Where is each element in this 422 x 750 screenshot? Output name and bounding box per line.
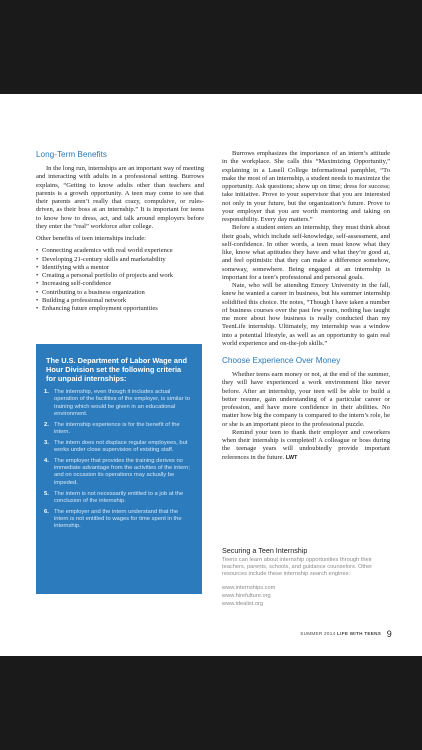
nate-paragraph: Nate, who will be attending Emory University in the fall, knew he wanted a career in business, but his summer internship solidified this choice. He notes, “Though I have taken a number of business courses over the past few years, nothing has taught me more about how business is really conducted than my TeenLife internship. Ultimately, my internship was a window into a potential lifestyle, as well as an opportunity to gain real world experience and on-the-job skills.” [222, 282, 390, 347]
left-column [36, 150, 204, 314]
securing-internship-box [222, 546, 390, 608]
list-item: 3. The intern does not displace regular employees, but works under close supervision of existing staff. [44, 439, 188, 454]
other-benefits-intro: Other benefits of teen internships include: [36, 235, 146, 242]
list-item: • Developing 21-century skills and marketability [36, 255, 166, 263]
long-term-benefits-paragraph: In the long run, internships are an important way of meeting and interacting with adults in a professional setting. Burrows explains, “Getting to know adults other than teachers and parents is a growth opportunity. A teen may come to see that their parents aren’t really that crazy, compulsive, or rules-driven, as their boss at an internship.” It is important for teens to know how to dress, act, and talk around employers before they enter the “real” workforce after college. [36, 165, 204, 230]
right-column [222, 150, 390, 462]
list-item: • Increasing self-confidence [36, 280, 112, 288]
securing-text: Teens can learn about internship opportunities through their teachers, parents, schools, and guidance counselors. Other resources include these internship search engines: [222, 557, 373, 578]
thank-employer-paragraph: Remind your teen to thank their employer and coworkers when their internship is completed! A colleague or boss during the teenage years will undoubtedly provide important references in the future. LWT [222, 428, 390, 461]
choose-experience-heading: Choose Experience Over Money [222, 356, 341, 365]
issue-label: SUMMER 2014 [300, 631, 336, 636]
list-item: 5. The intern is not necessarily entitled to a job at the conclusion of the internship. [44, 490, 184, 504]
link-idealist[interactable]: www.idealist.org [222, 601, 264, 608]
maximizing-opportunity-paragraph: Burrows emphasizes the importance of an intern’s attitude in the workplace. She calls this “Maximizing Opportunity,” explaining in a Lasell College informational pamphlet, “To make the most of an internship, a student needs to maximize the opportunity. Ask questions; show up on time; dress for success; take initiative. Prove to your supervisor that you are interested not only in your future, but the organization’s future. Prove to your employer that you are worth mentoring and taking on responsibility. Every day matters.” [222, 150, 390, 223]
list-item: • Identifying with a mentor [36, 263, 110, 271]
list-item: 6. The employer and the intern understand that the intern is not entitled to wages for time spent in the internship. [44, 508, 182, 530]
experience-paragraph: Whether teens earn money or not, at the end of the summer, they will have experienced a work environment like never before. After an internship, your teen will be able to build a better resume, gain understanding of a particular career or profession, and have more confidence in their abilities. No matter how big the company is compared to the intern’s role, he or she is an important piece to the professional puzzle. [222, 371, 390, 428]
long-term-benefits-heading: Long-Term Benefits [36, 150, 107, 159]
link-hirefulture[interactable]: www.hirefulture.org [222, 593, 271, 600]
end-mark: LWT [285, 454, 298, 461]
list-item: • Creating a personal portfolio of projects and work [36, 272, 174, 280]
resource-links [222, 584, 390, 608]
benefits-list [36, 247, 204, 313]
list-item: • Contributing to a business organization [36, 288, 145, 296]
sidebar-title: The U.S. Department of Labor Wage and Hour Division set the following criteria for unpaid internships: [46, 356, 187, 383]
magazine-page [0, 94, 422, 656]
list-item: 4. The employer that provides the training derives no immediate advantage from the activities of the intern; and on occasion its operations may actually be impeded. [44, 457, 190, 486]
list-item: • Building a professional network [36, 297, 127, 305]
page-footer [300, 629, 392, 639]
securing-title: Securing a Teen Internship [222, 546, 308, 555]
link-internships[interactable]: www.internships.com [222, 585, 276, 592]
list-item: 2. The internship experience is for the benefit of the intern. [44, 421, 180, 435]
magazine-name: LIFE WITH TEENS [337, 631, 382, 636]
labor-criteria-sidebar [36, 344, 202, 594]
goals-paragraph: Before a student enters an internship, they must think about their goals, which include self-knowledge, self-assessment, and self-confidence. In other words, a teen must know what they like, know what aptitudes they have and what they’re good at, and feel optimistic that they can make a difference somehow, someway, somewhere. Being engaged at an internship is important for a teen’s professional and personal goals. [222, 224, 390, 281]
list-item: 1. The internship, even though it includes actual operation of the facilities of the employer, is similar to training which would be given in an educational environment. [44, 389, 190, 417]
criteria-list [44, 389, 194, 531]
list-item: • Connecting academics with real world experience [36, 247, 173, 255]
list-item: • Enhancing future employment opportunities [36, 305, 158, 313]
page-number: 9 [386, 629, 392, 639]
